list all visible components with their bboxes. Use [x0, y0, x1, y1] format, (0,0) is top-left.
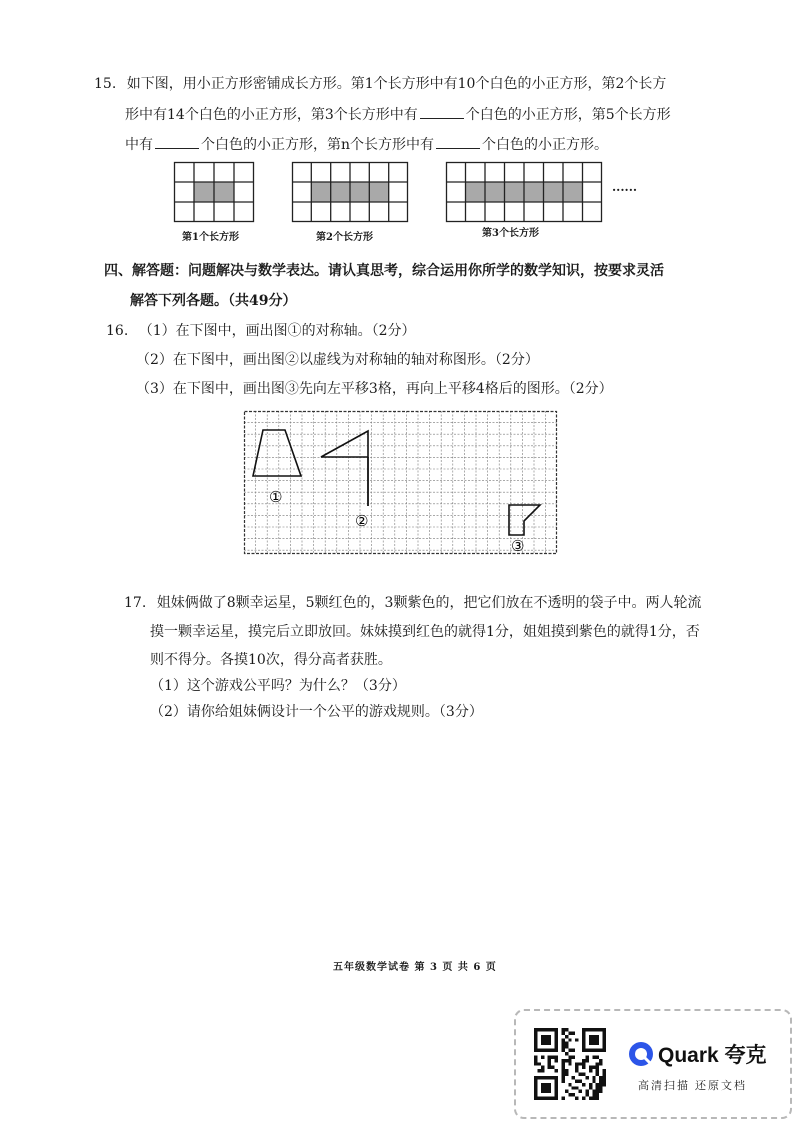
q16-line1: [106, 322, 416, 340]
q16-label-1: ①: [269, 488, 283, 506]
q15-text-line1: [94, 75, 666, 93]
q17-part2: （2）请你给姐妹俩设计一个公平的游戏规则。（3分）: [150, 704, 483, 720]
q15-number: 15.: [94, 76, 117, 92]
q16-part3: （3）在下图中，画出图③先向左平移3格，再向上平移4格后的图形。（2分）: [136, 381, 613, 397]
quark-logo-icon: [628, 1041, 654, 1067]
q15-rectangle-1: [174, 162, 254, 222]
q17-text-line1: 姐妹俩做了8颗幸运星，5颗红色的，3颗紫色的，把它们放在不透明的袋子中。两人轮流: [156, 595, 702, 611]
q15-blank-nth: [436, 134, 480, 149]
section4-heading-line2: 解答下列各题。（共49分）: [130, 293, 297, 309]
q15-line1: 如下图，用小正方形密铺成长方形。第1个长方形中有10个白色的小正方形，第2个长方: [126, 76, 667, 92]
q17-number: 17.: [124, 595, 147, 611]
q16-number: 16.: [106, 323, 129, 339]
q17-line1: [124, 594, 701, 612]
q15-text-line2: [125, 104, 671, 124]
qr-code-icon: [534, 1028, 606, 1100]
q15-caption-1: 第1个长方形: [182, 232, 239, 243]
q15-blank-5th: [155, 134, 199, 149]
section4-heading-line1: 四、解答题：问题解决与数学表达。请认真思考，综合运用你所学的数学知识，按要求灵活: [104, 263, 664, 279]
q15-caption-3: 第3个长方形: [482, 228, 539, 239]
q15-line3c: 个白色的小正方形。: [482, 137, 609, 153]
q15-ellipsis: ......: [612, 180, 638, 194]
q15-rectangle-2: [292, 162, 408, 222]
q15-line2b: 个白色的小正方形，第5个长方形: [465, 107, 671, 123]
quark-slogan: 高清扫描 还原文档: [638, 1080, 748, 1092]
quark-watermark: [514, 1009, 792, 1119]
q16-grid-figure: [244, 411, 557, 554]
q16-shape-2-triangle: [321, 431, 368, 457]
q17-part1: （1）这个游戏公平吗？为什么？（3分）: [150, 678, 406, 694]
q15-line2a: 形中有14个白色的小正方形，第3个长方形中有: [125, 107, 418, 123]
q15-rectangle-3: [446, 162, 602, 222]
quark-brand: Quark 夸克: [658, 1044, 767, 1067]
q17-text-line3: 则不得分。各摸10次，得分高者获胜。: [150, 652, 392, 668]
q17-text-line2: 摸一颗幸运星，摸完后立即放回。妹妹摸到红色的就得1分，姐姐摸到紫色的就得1分，否: [150, 624, 700, 640]
q15-line3a: 中有: [125, 137, 153, 153]
q15-text-line3: [125, 134, 608, 154]
q15-line3b: 个白色的小正方形，第n个长方形中有: [201, 137, 435, 153]
q15-caption-2: 第2个长方形: [316, 232, 373, 243]
q16-shape-3: [509, 505, 540, 535]
q16-part1: （1）在下图中，画出图①的对称轴。（2分）: [138, 323, 416, 339]
q16-label-3: ③: [511, 537, 525, 555]
q16-part2: （2）在下图中，画出图②以虚线为对称轴的轴对称图形。（2分）: [136, 352, 539, 368]
page-footer: 五年级数学试卷 第 3 页 共 6 页: [333, 962, 497, 973]
q15-blank-3rd: [420, 104, 464, 119]
q16-label-2: ②: [355, 512, 369, 530]
